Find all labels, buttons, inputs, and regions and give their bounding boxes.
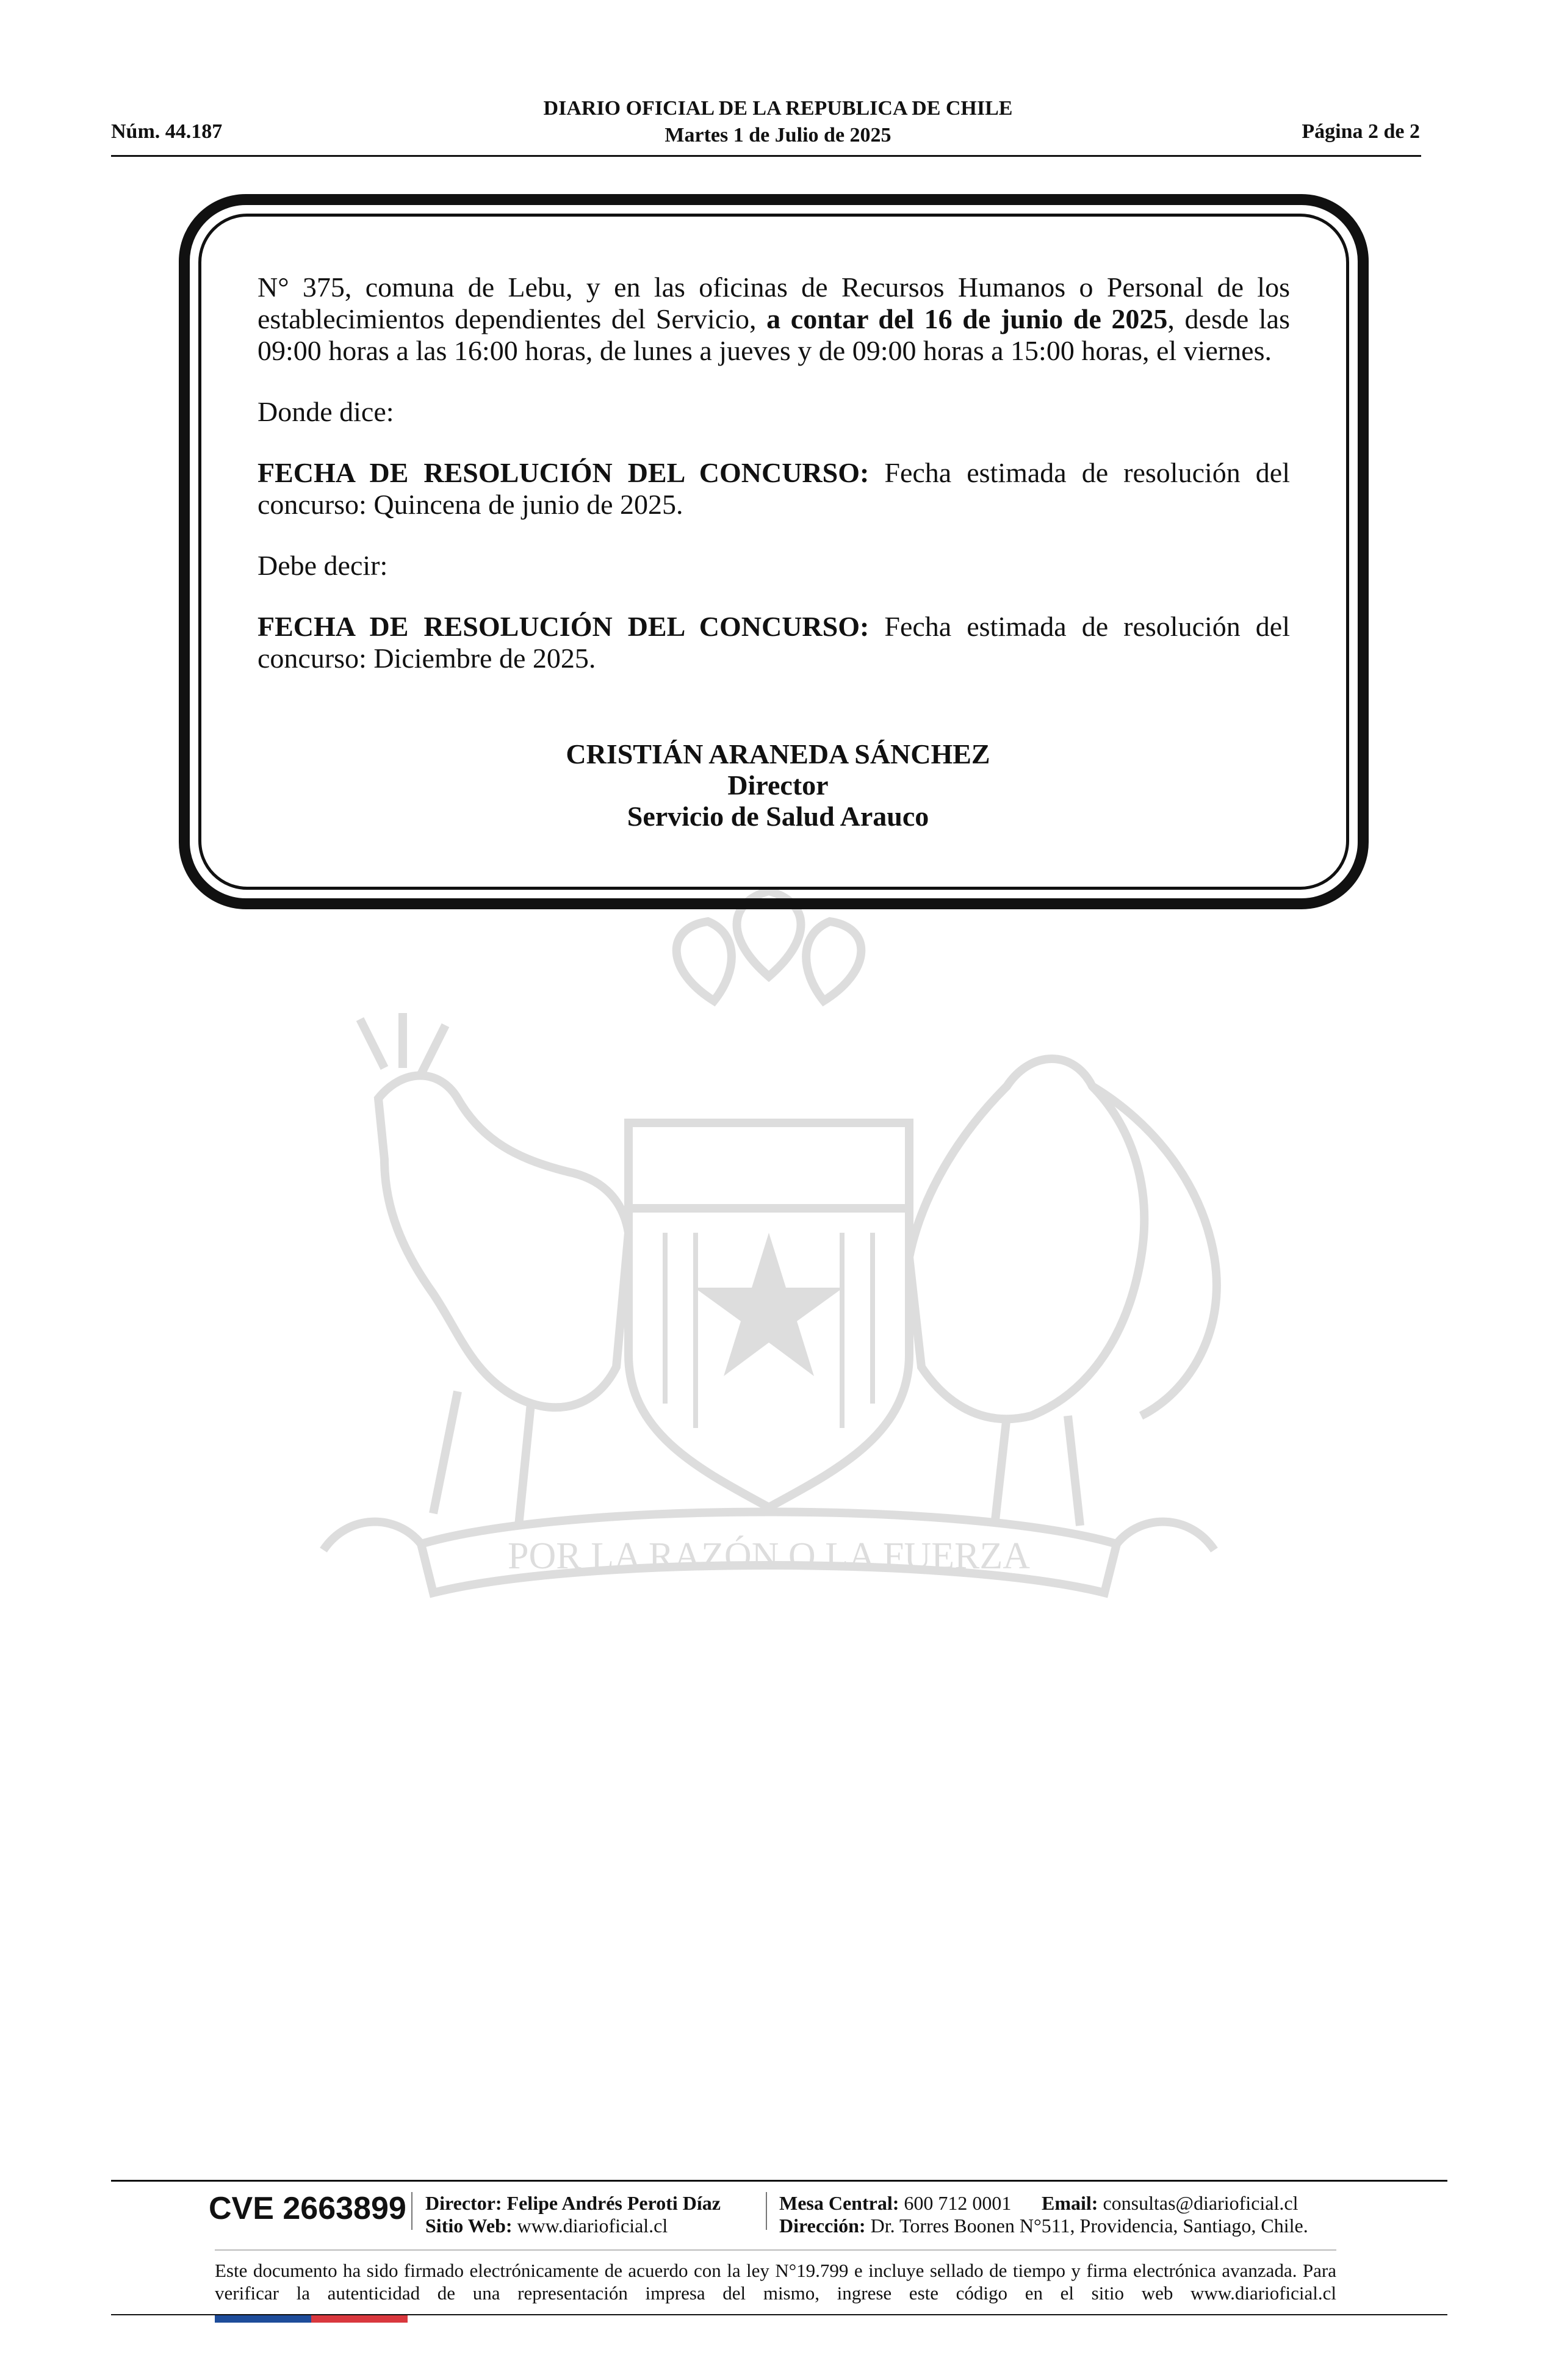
fecha-text-new: Fecha estimada de resolución del concurso: Diciembre de 2025.	[258, 611, 1290, 674]
phone-value: 600 712 0001	[904, 2192, 1012, 2214]
signatory-name: CRISTIÁN ARANEDA SÁNCHEZ	[566, 738, 990, 770]
fecha-paragraph-new	[258, 611, 1290, 674]
page-indicator: Página 2 de 2	[1302, 120, 1420, 143]
footer-website	[425, 2215, 668, 2237]
flag-stripe-red	[311, 2315, 408, 2323]
phone-label: Mesa Central:	[779, 2192, 899, 2214]
intro-text: N° 375, comuna de Lebu, y en las oficinas de Recursos Humanos o Personal de los establecimientos dependientes del Servicio,	[258, 272, 1290, 334]
footer-director	[425, 2192, 721, 2215]
fecha-label-old: FECHA DE RESOLUCIÓN DEL CONCURSO:	[258, 457, 870, 488]
website-link[interactable]: www.diarioficial.cl	[517, 2215, 668, 2237]
footer-divider-mid	[215, 2249, 1336, 2251]
footer-separator	[766, 2192, 767, 2230]
fecha-text-old: Fecha estimada de resolución del concurso: Quincena de junio de 2025.	[258, 457, 1290, 520]
director-name: Felipe Andrés Peroti Díaz	[506, 2192, 721, 2214]
gazette-date: Martes 1 de Julio de 2025	[665, 124, 891, 146]
footer-phone	[779, 2192, 1011, 2215]
footer-separator	[411, 2192, 412, 2230]
director-label: Director:	[425, 2192, 502, 2214]
footer-divider-top	[111, 2180, 1447, 2182]
gazette-title: DIARIO OFICIAL DE LA REPUBLICA DE CHILE	[543, 97, 1013, 120]
footer-address	[779, 2215, 1308, 2237]
signatory-role: Director	[727, 770, 829, 801]
header-divider	[111, 155, 1421, 157]
fecha-paragraph-old	[258, 457, 1290, 521]
flag-stripe-blue	[215, 2315, 311, 2323]
notice-body	[258, 272, 1290, 704]
website-label: Sitio Web:	[425, 2215, 513, 2237]
coat-of-arms-watermark	[201, 867, 1336, 1690]
notice-intro-paragraph	[258, 272, 1290, 367]
intro-text-end: , desde las 09:00 horas a las 16:00 horas, de lunes a jueves y de 09:00 horas a 15:00 horas, el viernes.	[258, 303, 1290, 366]
email-label: Email:	[1042, 2192, 1098, 2214]
debe-decir-label: Debe decir:	[258, 550, 388, 581]
email-link[interactable]: consultas@diarioficial.cl	[1103, 2192, 1298, 2214]
intro-bold-date: a contar del 16 de junio de 2025	[766, 303, 1168, 334]
address-value: Dr. Torres Boonen N°511, Providencia, Santiago, Chile.	[870, 2215, 1308, 2237]
signatory-office: Servicio de Salud Arauco	[627, 801, 929, 832]
motto-text: POR LA RAZÓN O LA FUERZA	[507, 1535, 1031, 1577]
fecha-label-new: FECHA DE RESOLUCIÓN DEL CONCURSO:	[258, 611, 870, 642]
footer-legal-notice: Este documento ha sido firmado electrónicamente de acuerdo con la ley N°19.799 e incluye sellado de tiempo y firma electrónica avanzada. Para verificar la autenticidad de una representación impresa del mismo, ingrese este código en el sitio web www.diarioficial.cl	[215, 2260, 1336, 2304]
cve-code: CVE 2663899	[209, 2191, 406, 2226]
address-label: Dirección:	[779, 2215, 866, 2237]
issue-number: Núm. 44.187	[111, 120, 223, 143]
signature-block	[0, 738, 1556, 832]
donde-dice-label: Donde dice:	[258, 396, 394, 427]
footer-email	[1042, 2192, 1298, 2215]
